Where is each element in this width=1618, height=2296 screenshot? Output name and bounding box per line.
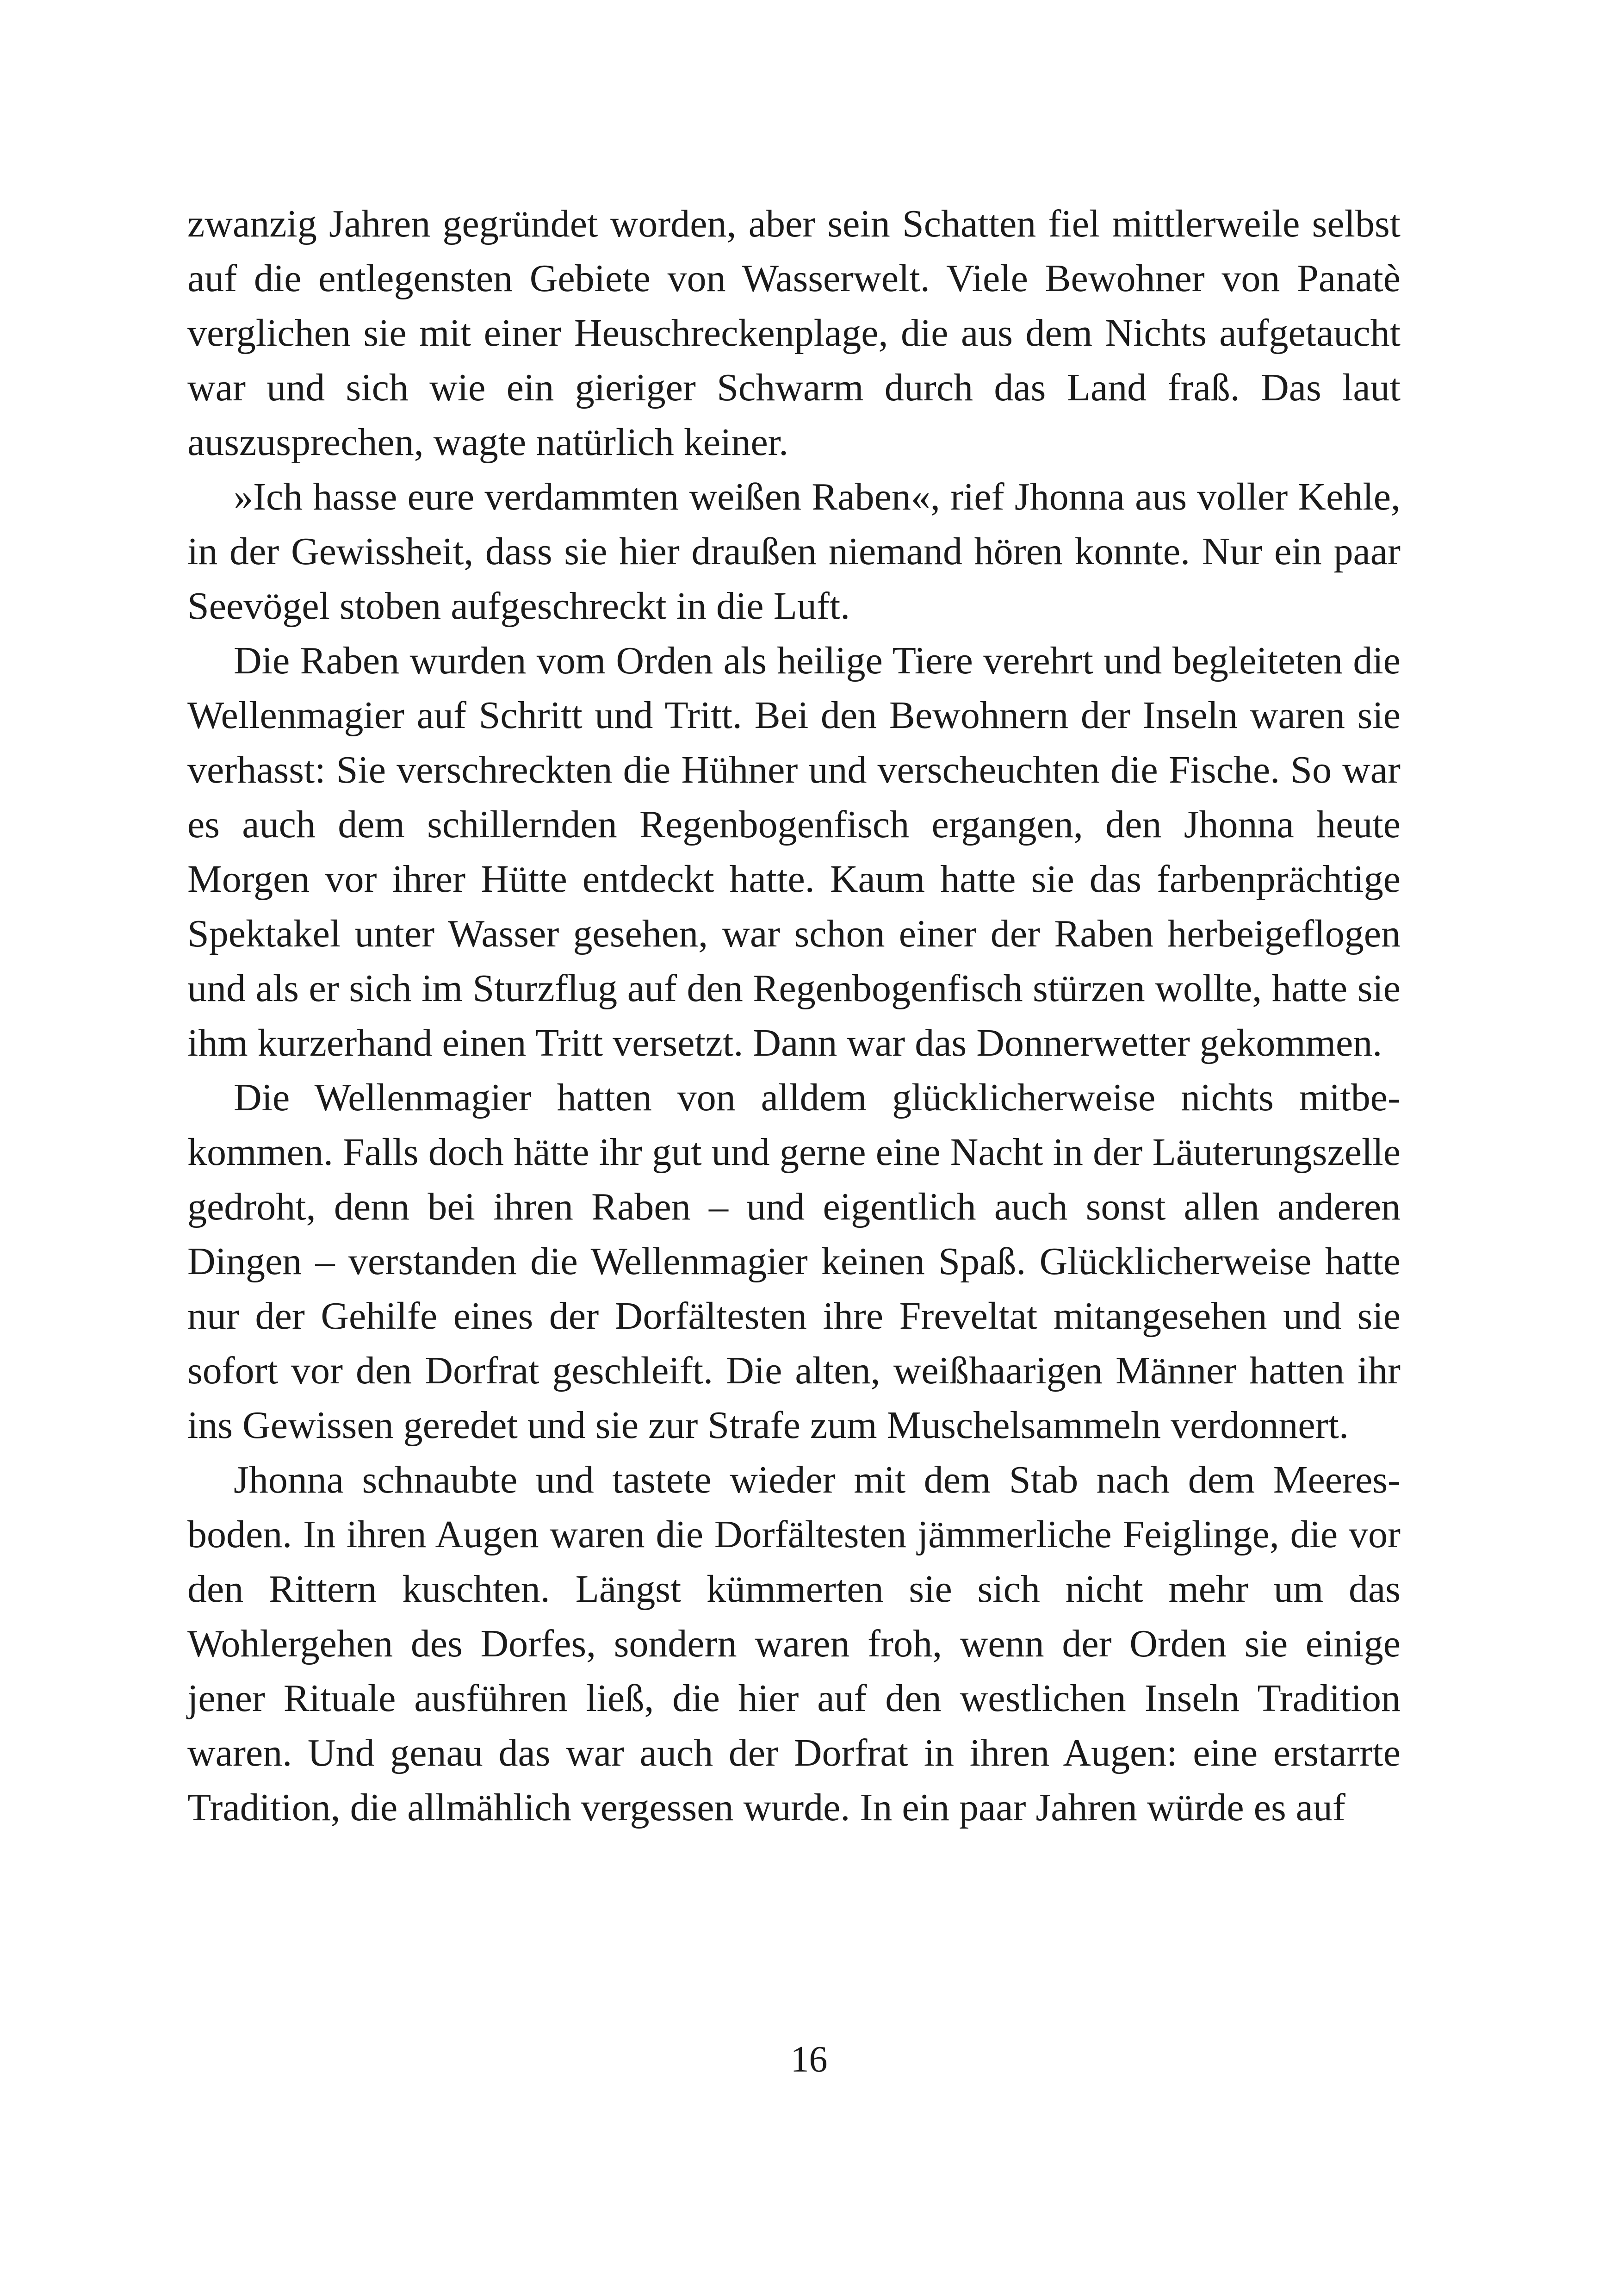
page-number: 16 <box>790 2039 828 2080</box>
paragraph-3: Die Raben wurden vom Orden als heilige Tiere verehrt und begleiteten die Wellenmagier auf Schritt und Tritt. Bei den Bewohnern der Inseln waren sie verhasst: Sie verschreckten die Hühner und verscheuchten die Fische. So war es auch dem schillernden Regenbogenfisch ergangen, den Jhonna heute Morgen vor ihrer Hütte entdeckt hatte. Kaum hatte sie das farbenprächtige Spektakel unter Wasser gesehen, war schon einer der Raben herbeigeflogen und als er sich im Sturzflug auf den Regenbogenfisch stürzen wollte, hatte sie ihm kurzerhand einen Tritt versetzt. Dann war das Donnerwetter gekommen. <box>187 639 1401 1064</box>
paragraph-2: »Ich hasse eure verdammten weißen Raben«, rief Jhonna aus voller Kehle, in der Gewissheit, dass sie hier draußen niemand hören konnte. Nur ein paar Seevögel stoben aufgeschreckt in die Luft. <box>187 475 1401 628</box>
paragraph-5: Jhonna schnaubte und tastete wieder mit dem Stab nach dem Meeresboden. In ihren Augen waren die Dorfältesten jämmerliche Feiglinge, die vor den Rittern kuschten. Längst kümmerten sie sich nicht mehr um das Wohlergehen des Dorfes, sondern waren froh, wenn der Orden sie einige jener Rituale ausführen ließ, die hier auf den westlichen Inseln Tradition waren. Und genau das war auch der Dorfrat in ihren Augen: eine erstarrte Tradition, die allmählich vergessen wurde. In ein paar Jahren würde es auf <box>187 1458 1401 1829</box>
paragraph-4: Die Wellenmagier hatten von alldem glücklicherweise nichts mitbekommen. Falls doch hätte ihr gut und gerne eine Nacht in der Läuterungszelle gedroht, denn bei ihren Raben – und eigentlich auch sonst allen anderen Dingen – verstanden die Wellenmagier keinen Spaß. Glücklicherweise hatte nur der Gehilfe eines der Dorfältesten ihre Freveltat mitangesehen und sie sofort vor den Dorfrat geschleift. Die alten, weißhaarigen Männer hatten ihr ins Gewissen geredet und sie zur Strafe zum Muschelsammeln verdonnert. <box>187 1076 1401 1447</box>
body-text <box>187 197 1401 1835</box>
paragraph-1: zwanzig Jahren gegründet worden, aber sein Schatten fiel mittlerweile selbst auf die entlegensten Gebiete von Wasserwelt. Viele Bewohner von Panatè verglichen sie mit einer Heuschreckenplage, die aus dem Nichts aufgetaucht war und sich wie ein gieriger Schwarm durch das Land fraß. Das laut auszusprechen, wagte natürlich keiner. <box>187 202 1401 464</box>
